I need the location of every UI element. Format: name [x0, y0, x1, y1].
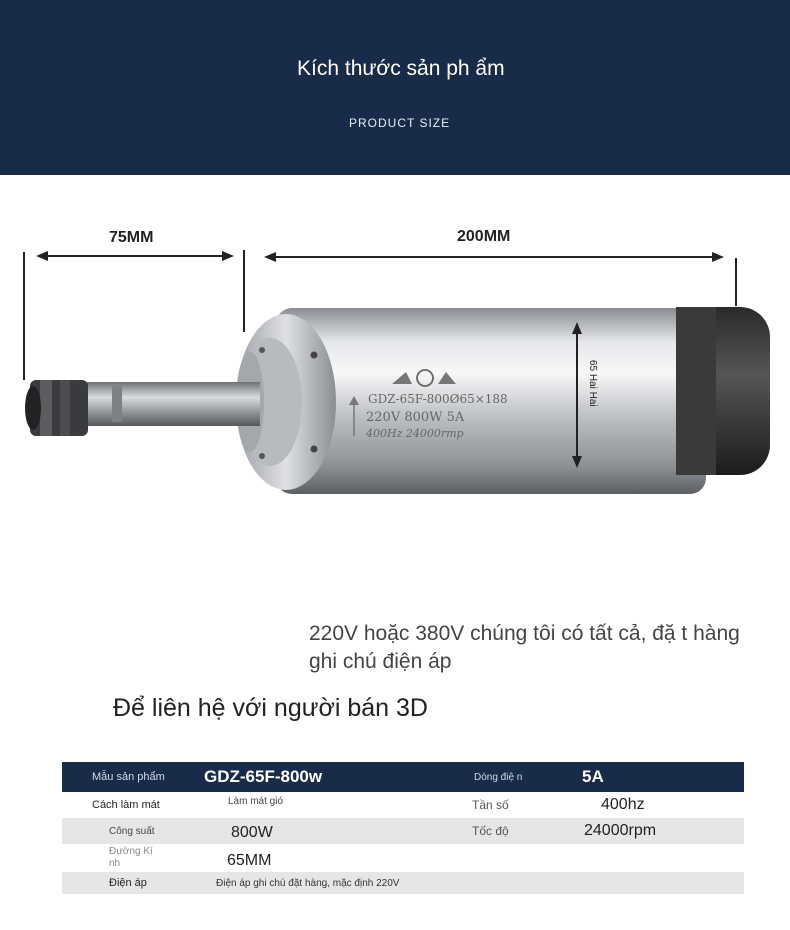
spec-value-diameter: 65MM	[227, 852, 272, 869]
spec-table	[62, 762, 744, 894]
spec-value-cooling: Làm mát gió	[228, 796, 284, 807]
header-banner	[0, 0, 790, 175]
spec-value-current: 5A	[582, 767, 604, 786]
spec-value-frequency: 400hz	[601, 796, 645, 813]
spindle-shaft	[82, 382, 260, 426]
page-title: Kích thước sản ph ẩm	[297, 57, 505, 80]
spec-value-power: 800W	[231, 824, 273, 841]
spec-row-cooling	[62, 792, 744, 818]
spec-label-current: Dòng điệ n	[474, 771, 523, 783]
marking-line-3: 400Hz 24000rmp	[366, 427, 464, 440]
dimension-label-75mm: 75MM	[109, 229, 154, 246]
spec-label-speed: Tốc độ	[472, 824, 509, 838]
spec-label-power: Công suất	[109, 825, 155, 837]
spindle-motor-image	[0, 180, 790, 600]
spec-label-diameter: Đường Kí nh	[109, 846, 153, 869]
spec-value-voltage: Điện áp ghi chú đặt hàng, mặc định 220V	[216, 877, 400, 889]
spec-row-power	[62, 818, 744, 844]
spec-label-voltage: Điện áp	[109, 877, 147, 889]
spec-value-model: GDZ-65F-800w	[204, 767, 323, 786]
marking-line-1: GDZ-65F-800Ø65×188	[368, 392, 508, 406]
contact-seller-text: Để liên hệ với người bán 3D	[113, 694, 428, 722]
voltage-note: 220V hoặc 380V chúng tôi có tất cả, đặ t hàng ghi chú điện áp	[309, 622, 740, 673]
dimension-label-diameter: 65 Hai Hai	[587, 360, 598, 407]
page-subtitle: PRODUCT SIZE	[349, 116, 451, 130]
marking-line-2: 220V 800W 5A	[366, 410, 465, 425]
spec-row-diameter	[62, 844, 744, 872]
spec-value-speed: 24000rpm	[584, 822, 657, 839]
dimension-label-200mm: 200MM	[457, 228, 511, 245]
spec-label-frequency: Tần số	[472, 798, 509, 812]
spec-label-cooling: Cách làm mát	[92, 799, 160, 811]
spec-row-model	[62, 762, 744, 792]
spec-label-model: Mẫu sản phẩm	[92, 771, 165, 783]
spec-row-voltage	[62, 872, 744, 894]
